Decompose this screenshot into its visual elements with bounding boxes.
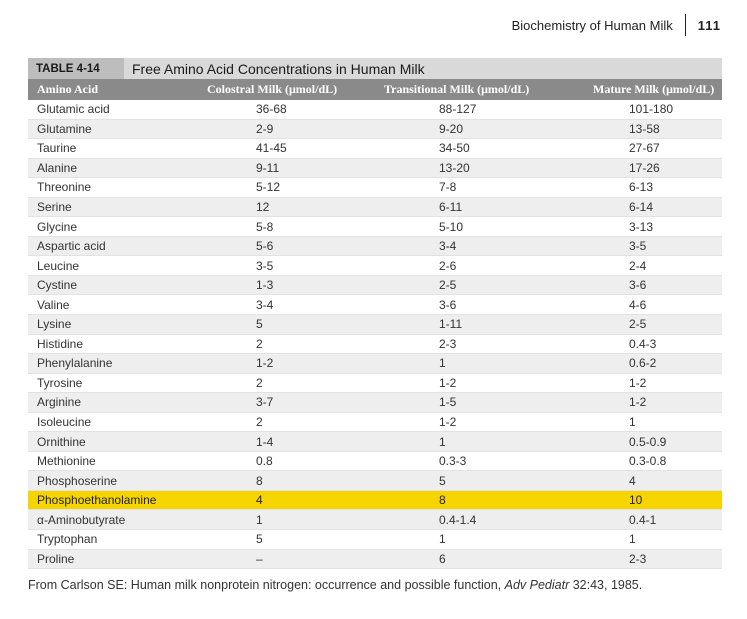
table-row	[28, 276, 722, 296]
cell-amino-acid: Leucine	[37, 258, 80, 273]
table-row	[28, 100, 722, 120]
cell-mature: 0.4-1	[629, 512, 657, 527]
column-header-amino-acid: Amino Acid	[37, 82, 99, 96]
cell-amino-acid: Glycine	[37, 219, 78, 234]
table-row	[28, 178, 722, 198]
cell-transitional: 1-2	[439, 415, 457, 430]
cell-mature: 0.5-0.9	[629, 434, 667, 449]
table-row	[28, 393, 722, 413]
cell-colostral: 5-6	[256, 239, 274, 254]
cell-mature: 0.4-3	[629, 336, 657, 351]
cell-transitional: 88-127	[439, 102, 477, 117]
cell-transitional: 1	[439, 434, 446, 449]
cell-amino-acid: Isoleucine	[37, 415, 92, 430]
table-row	[28, 217, 722, 237]
cell-transitional: 8	[439, 493, 446, 508]
cell-transitional: 3-6	[439, 297, 457, 312]
cell-mature: 3-5	[629, 239, 647, 254]
table-row	[28, 510, 722, 530]
cell-transitional: 2-6	[439, 258, 457, 273]
cell-mature: 0.3-0.8	[629, 454, 667, 469]
cell-transitional: 2-3	[439, 336, 457, 351]
table-row	[28, 471, 722, 491]
cell-colostral: 5-8	[256, 219, 274, 234]
cell-colostral: 3-7	[256, 395, 274, 410]
cell-transitional: 1-11	[439, 317, 463, 332]
cell-colostral: 12	[256, 200, 270, 214]
cell-amino-acid: Valine	[37, 297, 70, 312]
cell-mature: 4-6	[629, 297, 647, 312]
cell-colostral: 1	[256, 512, 263, 527]
table-row	[28, 432, 722, 452]
cell-mature: 2-4	[629, 258, 647, 273]
running-head-divider	[685, 14, 686, 36]
cell-amino-acid: Lysine	[37, 317, 72, 332]
column-header-mature: Mature Milk (μmol/dL)	[593, 82, 715, 96]
cell-colostral: 2-9	[256, 121, 274, 136]
cell-colostral: 4	[256, 493, 263, 508]
column-header-transitional: Transitional Milk (μmol/dL)	[384, 82, 530, 96]
source-citation	[28, 578, 642, 592]
cell-transitional: 5-10	[439, 219, 464, 234]
cell-amino-acid: Proline	[37, 551, 75, 566]
cell-mature: 3-6	[629, 278, 647, 293]
table-row	[28, 491, 722, 511]
cell-mature: 4	[629, 473, 636, 488]
cell-amino-acid: Methionine	[37, 454, 96, 469]
cell-colostral: 9-11	[256, 160, 280, 175]
cell-mature: 1	[629, 415, 636, 430]
cell-amino-acid: Serine	[37, 200, 72, 214]
cell-mature: 1-2	[629, 395, 647, 410]
cell-transitional: 13-20	[439, 160, 470, 175]
cell-amino-acid: Taurine	[37, 141, 77, 156]
cell-colostral: 36-68	[256, 102, 287, 117]
table-row	[28, 335, 722, 355]
cell-amino-acid: Alanine	[37, 160, 78, 175]
cell-colostral: 1-4	[256, 434, 274, 449]
running-head	[512, 14, 721, 36]
cell-transitional: 6-11	[439, 200, 463, 214]
running-head-title: Biochemistry of Human Milk	[511, 17, 673, 33]
cell-transitional: 5	[439, 473, 446, 488]
cell-mature: 2-5	[629, 317, 647, 332]
cell-amino-acid: Aspartic acid	[37, 239, 106, 254]
cell-amino-acid: Phosphoethanolamine	[37, 493, 157, 508]
table-row	[28, 452, 722, 472]
cell-transitional: 0.4-1.4	[439, 512, 477, 527]
table-row	[28, 413, 722, 433]
cell-amino-acid: Cystine	[37, 278, 78, 293]
cell-transitional: 1	[439, 356, 446, 371]
cell-colostral: 3-5	[256, 258, 274, 273]
cell-transitional: 9-20	[439, 121, 464, 136]
cell-mature: 6-13	[629, 180, 654, 195]
cell-colostral: –	[256, 551, 263, 566]
cell-mature: 1-2	[629, 375, 647, 390]
cell-amino-acid: Tyrosine	[37, 375, 83, 390]
cell-transitional: 2-5	[439, 278, 457, 293]
cell-colostral: 5-12	[256, 180, 281, 195]
cell-transitional: 3-4	[439, 239, 457, 254]
cell-mature: 3-13	[629, 219, 654, 234]
cell-colostral: 41-45	[256, 141, 287, 156]
cell-amino-acid: Threonine	[37, 180, 92, 195]
cell-mature: 6-14	[629, 200, 654, 214]
cell-transitional: 6	[439, 551, 446, 566]
table-row	[28, 256, 722, 276]
cell-colostral: 2	[256, 415, 263, 430]
table-caption	[28, 58, 722, 79]
table-row	[28, 374, 722, 394]
table-row	[28, 159, 722, 179]
table-row	[28, 237, 722, 257]
cell-colostral: 5	[256, 317, 263, 332]
cell-transitional: 1-2	[439, 375, 457, 390]
cell-colostral: 3-4	[256, 297, 274, 312]
cell-colostral: 5	[256, 532, 263, 547]
cell-colostral: 1-3	[256, 278, 274, 293]
cell-amino-acid: Glutamic acid	[37, 102, 110, 117]
cell-amino-acid: Ornithine	[37, 434, 86, 449]
table-row	[28, 550, 722, 570]
table-row	[28, 198, 722, 218]
table-header-row	[28, 79, 722, 100]
amino-acid-table	[28, 58, 722, 569]
cell-mature: 0.6-2	[629, 356, 657, 371]
cell-amino-acid: Phosphoserine	[37, 473, 118, 488]
cell-transitional: 34-50	[439, 141, 470, 156]
table-row	[28, 530, 722, 550]
cell-transitional: 7-8	[439, 180, 457, 195]
source-prefix: From Carlson SE: Human milk nonprotein nitrogen: occurrence and possible function,	[28, 578, 505, 592]
cell-amino-acid: Phenylalanine	[37, 356, 113, 371]
table-label: TABLE 4-14	[28, 58, 124, 79]
cell-transitional: 0.3-3	[439, 454, 467, 469]
cell-mature: 13-58	[629, 121, 660, 136]
cell-transitional: 1	[439, 532, 446, 547]
cell-amino-acid: Tryptophan	[37, 532, 98, 547]
cell-colostral: 2	[256, 375, 263, 390]
cell-colostral: 0.8	[256, 454, 273, 469]
cell-mature: 101-180	[629, 102, 674, 117]
cell-amino-acid: Histidine	[37, 336, 84, 351]
cell-colostral: 1-2	[256, 356, 274, 371]
cell-amino-acid: α-Aminobutyrate	[37, 512, 126, 527]
table-row	[28, 139, 722, 159]
table-row	[28, 120, 722, 140]
cell-mature: 27-67	[629, 141, 660, 156]
table-body	[28, 100, 722, 569]
table-row	[28, 354, 722, 374]
cell-mature: 10	[629, 493, 643, 508]
column-header-colostral: Colostral Milk (μmol/dL)	[207, 82, 338, 96]
cell-mature: 1	[629, 532, 636, 547]
cell-transitional: 1-5	[439, 395, 457, 410]
source-journal: Adv Pediatr	[504, 578, 570, 592]
cell-mature: 17-26	[629, 160, 660, 175]
cell-mature: 2-3	[629, 551, 647, 566]
source-suffix: 32:43, 1985.	[569, 578, 643, 592]
cell-amino-acid: Glutamine	[37, 121, 92, 136]
page-number: 111	[697, 17, 721, 33]
table-title: Free Amino Acid Concentrations in Human Milk	[132, 60, 425, 77]
cell-amino-acid: Arginine	[37, 395, 82, 410]
cell-colostral: 8	[256, 473, 263, 488]
table-row	[28, 315, 722, 335]
cell-colostral: 2	[256, 336, 263, 351]
table-row	[28, 295, 722, 315]
